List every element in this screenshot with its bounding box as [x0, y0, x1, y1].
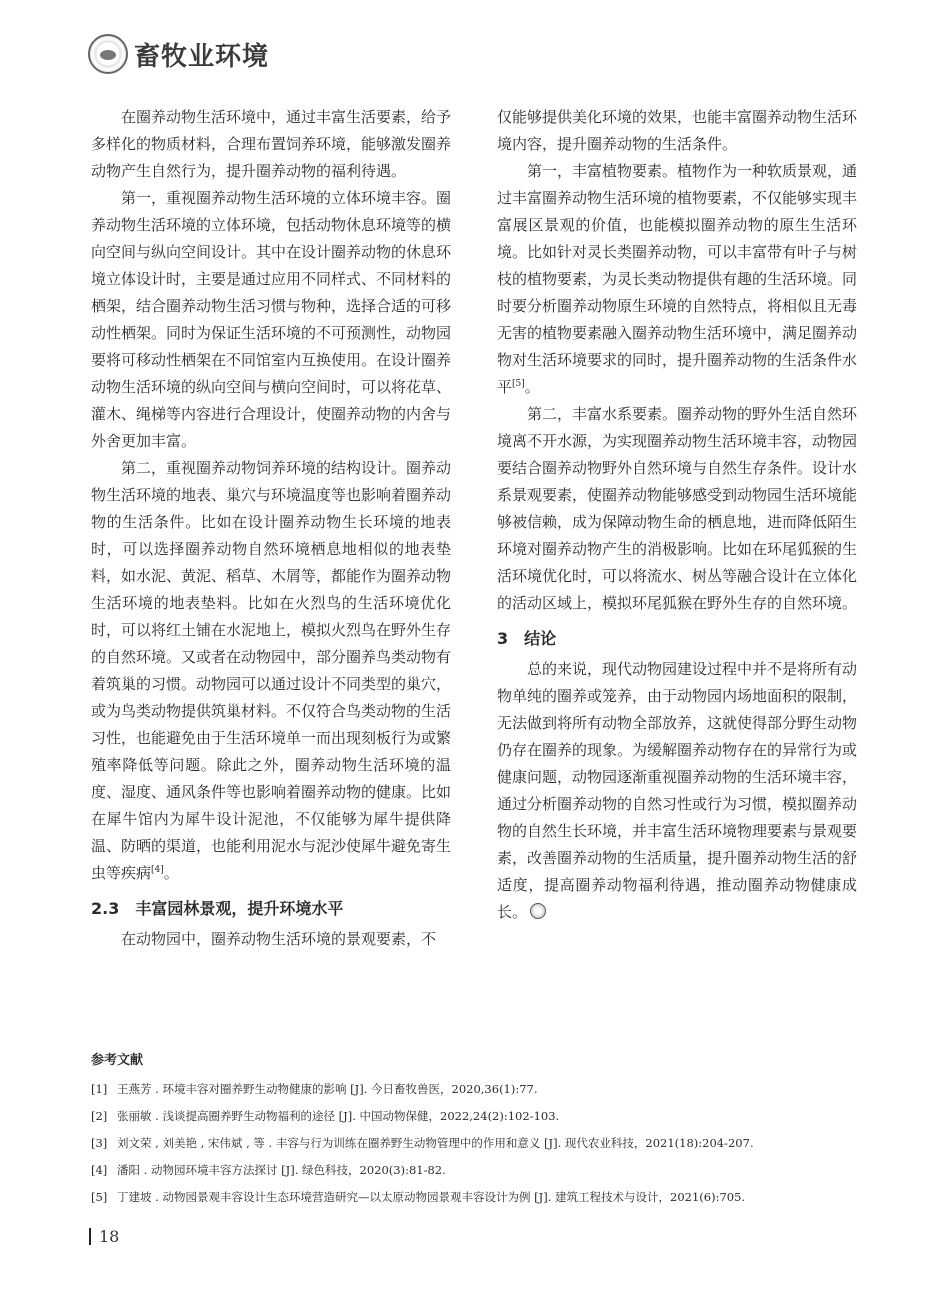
right-column [497, 104, 857, 926]
reference-text: 丁建坡 . 动物园景观丰容设计生态环境营造研究—以太原动物园景观丰容设计为例 [J]. 建筑工程技术与设计，2021(6):705. [117, 1190, 746, 1204]
reference-item [91, 1103, 871, 1130]
page-number: 18 [99, 1226, 120, 1246]
reference-text: 张丽敏 . 浅谈提高圈养野生动物福利的途径 [J]. 中国动物保健，2022,24(2):102-103. [117, 1109, 560, 1123]
paragraph-text: 总的来说，现代动物园建设过程中并不是将所有动物单纯的圈养或笼养，由于动物园内场地面积的限制，无法做到将所有动物全部放养，这就使得部分野生动物仍存在圈养的现象。为缓解圈养动物存在的异常行为或健康问题，动物园逐渐重视圈养动物的生活环境丰容，通过分析圈养动物的自然习性或行为习惯，模拟圈养动物的自然生长环境，并丰富生活环境物理要素与景观要素，改善圈养动物的生活质量，提升圈养动物生活的舒适度，提高圈养动物福利待遇，推动圈养动物健康成长。 [497, 660, 858, 921]
page-footer [89, 1227, 119, 1245]
section-title: 结论 [524, 629, 557, 648]
reference-text: 刘文荣 , 刘美艳 , 宋伟斌 , 等 . 丰容与行为训练在圈养野生动物管理中的作用和意义 [J]. 现代农业科技，2021(18):204-207. [117, 1136, 754, 1150]
section-number: 2.3 [91, 899, 120, 918]
reference-number: [1] [91, 1082, 108, 1096]
reference-number: [2] [91, 1109, 108, 1123]
reference-item [91, 1184, 871, 1211]
paragraph: 在圈养动物生活环境中，通过丰富生活要素，给予多样化的物质材料，合理布置饲养环境，能够激发圈养动物产生自然行为，提升圈养动物的福利待遇。 [91, 108, 452, 180]
end-mark-icon [530, 903, 546, 919]
citation-5: [5] [512, 379, 525, 389]
reference-item [91, 1076, 871, 1103]
reference-item [91, 1157, 871, 1184]
citation-4: [4] [151, 865, 164, 875]
footer-divider [89, 1228, 91, 1245]
reference-item [91, 1130, 871, 1157]
reference-number: [5] [91, 1190, 108, 1204]
paragraph-continued: 仅能够提供美化环境的效果，也能丰富圈养动物生活环境内容，提升圈养动物的生活条件。 [497, 108, 858, 153]
reference-text: 潘阳 . 动物园环境丰容方法探讨 [J]. 绿色科技，2020(3):81-82. [117, 1163, 446, 1177]
journal-logo-icon [88, 34, 128, 74]
references [91, 1049, 871, 1211]
section-heading-2-3 [91, 896, 451, 922]
references-title: 参考文献 [91, 1053, 144, 1068]
section-heading-3 [497, 626, 857, 652]
section-title: 丰富园林景观，提升环境水平 [135, 899, 344, 918]
paragraph [497, 158, 857, 401]
paragraph: 在动物园中，圈养动物生活环境的景观要素，不 [121, 930, 437, 948]
paragraph [91, 455, 451, 887]
paragraph-text: 第一，丰富植物要素。植物作为一种软质景观，通过丰富圈养动物生活环境的植物要素，不仅能够实现丰富展区景观的价值，也能模拟圈养动物的原生生活环境。比如针对灵长类圈养动物，可以丰富带有叶子与树枝的植物要素，为灵长类动物提供有趣的生活环境。同时要分析圈养动物原生环境的自然特点，将相似且无毒无害的植物要素融入圈养动物生活环境中，满足圈养动物对生活环境要求的同时，提升圈养动物的生活条件水平 [497, 162, 858, 396]
journal-masthead: 畜牧业环境 [134, 41, 270, 72]
reference-number: [4] [91, 1163, 108, 1177]
journal-header [88, 34, 269, 74]
paragraph: 第一，重视圈养动物生活环境的立体环境丰容。圈养动物生活环境的立体环境，包括动物休息环境等的横向空间与纵向空间设计。其中在设计圈养动物的休息环境立体设计时，主要是通过应用不同样式、不同材料的栖架，结合圈养动物生活习惯与物种，选择合适的可移动性栖架。同时为保证生活环境的不可预测性，动物园要将可移动性栖架在不同馆室内互换使用。在设计圈养动物生活环境的纵向空间与横向空间时，可以将花草、灌木、绳梯等内容进行合理设计，使圈养动物的内舍与外舍更加丰富。 [91, 189, 452, 450]
paragraph-text: 第二，重视圈养动物饲养环境的结构设计。圈养动物生活环境的地表、巢穴与环境温度等也影响着圈养动物的生活条件。比如在设计圈养动物生长环境的地表时，可以选择圈养动物自然环境栖息地相似的地表垫料，如水泥、黄泥、稻草、木屑等，都能作为圈养动物生活环境的地表垫料。比如在火烈鸟的生活环境优化时，可以将红土铺在水泥地上，模拟火烈鸟在野外生存的自然环境。又或者在动物园中，部分圈养鸟类动物有着筑巢的习惯。动物园可以通过设计不同类型的巢穴，或为鸟类动物提供筑巢材料。不仅符合鸟类动物的生活习性，也能避免由于生活环境单一而出现刻板行为或繁殖率降低等问题。除此之外，圈养动物生活环境的温度、湿度、通风条件等也影响着圈养动物的健康。比如在犀牛馆内为犀牛设计泥池，不仅能够为犀牛提供降温、防晒的渠道，也能利用泥水与泥沙使犀牛避免寄生虫等疾病 [91, 459, 452, 882]
section-number: 3 [497, 629, 509, 648]
paragraph [497, 656, 857, 926]
reference-text: 王燕芳 . 环境丰容对圈养野生动物健康的影响 [J]. 今日畜牧兽医，2020,36(1):77. [117, 1082, 538, 1096]
left-column [91, 104, 451, 953]
reference-number: [3] [91, 1136, 108, 1150]
paragraph-end: 。 [163, 864, 179, 882]
paragraph: 第二，丰富水系要素。圈养动物的野外生活自然环境离不开水源，为实现圈养动物生活环境丰容，动物园要结合圈养动物野外自然环境与自然生存条件。设计水系景观要素，使圈养动物能够感受到动物园生活环境能够被信赖，成为保障动物生命的栖息地，进而降低陌生环境对圈养动物产生的消极影响。比如在环尾狐猴的生活环境优化时，可以将流水、树丛等融合设计在立体化的活动区域上，模拟环尾狐猴在野外生存的自然环境。 [497, 405, 858, 612]
paragraph-end: 。 [524, 378, 540, 396]
